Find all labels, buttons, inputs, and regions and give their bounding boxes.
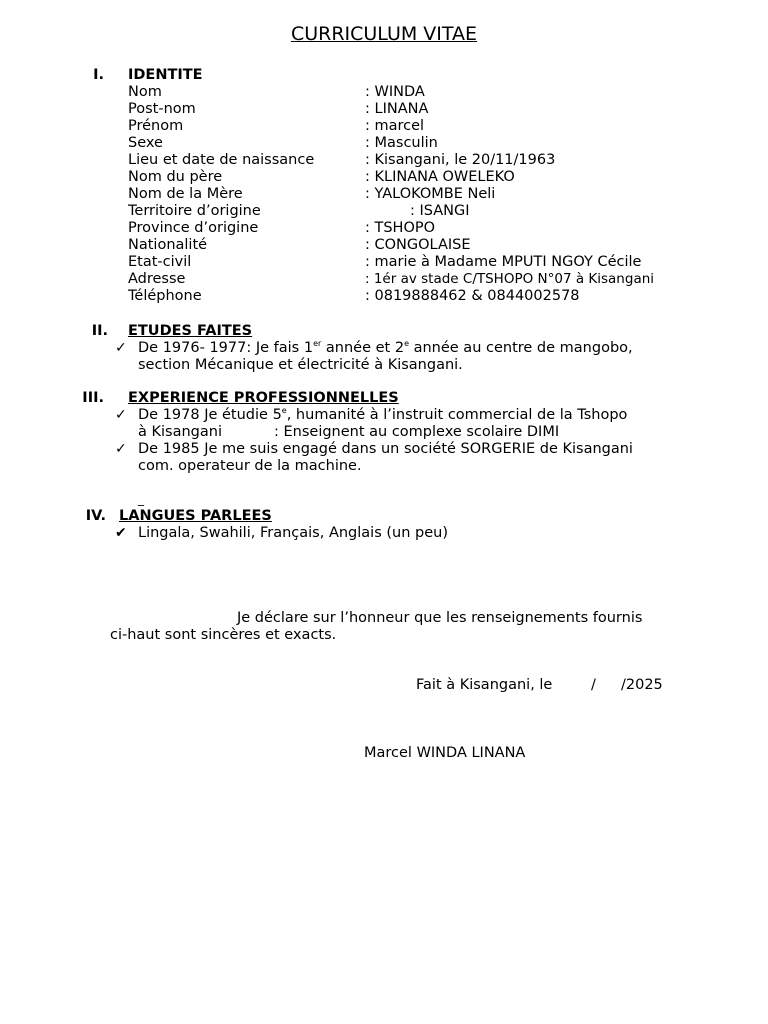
identity-label-naissance: Lieu et date de naissance	[128, 152, 315, 168]
identity-value-post-nom: : LINANA	[365, 101, 429, 117]
identity-label-pere: Nom du père	[128, 169, 223, 185]
identity-label-nom: Nom	[128, 84, 162, 100]
document-title: CURRICULUM VITAE	[290, 23, 478, 45]
identity-value-nationalite: : CONGOLAISE	[365, 237, 471, 253]
section-title-identite: IDENTITE	[128, 67, 203, 83]
declaration-line-2: ci-haut sont sincères et exacts.	[110, 627, 337, 643]
identity-label-etat-civil: Etat-civil	[128, 254, 192, 270]
section-title-etudes: ETUDES FAITES	[128, 323, 253, 339]
identity-value-province: : TSHOPO	[365, 220, 436, 236]
identity-label-prenom: Prénom	[128, 118, 184, 134]
fait-slash: /	[591, 677, 596, 693]
fait-year: /2025	[621, 677, 663, 693]
experience-1-line-2b: : Enseignent au complexe scolaire DIMI	[274, 424, 560, 440]
identity-label-nationalite: Nationalité	[128, 237, 208, 253]
identity-value-pere: : KLINANA OWELEKO	[365, 169, 515, 185]
section-title-langues: LANGUES PARLEES	[119, 508, 272, 524]
identity-value-adresse: : 1ér av stade C/TSHOPO N°07 à Kisangani	[365, 271, 655, 287]
identity-value-territoire: : ISANGI	[410, 203, 470, 219]
fait-place: Fait à Kisangani, le	[416, 677, 553, 693]
identity-value-prenom: : marcel	[365, 118, 425, 134]
identity-label-mere: Nom de la Mère	[128, 186, 243, 202]
identity-value-mere: : YALOKOMBE Neli	[365, 186, 496, 202]
identity-value-telephone: : 0819888462 & 0844002578	[365, 288, 580, 304]
identity-value-nom: : WINDA	[365, 84, 425, 100]
identity-label-province: Province d’origine	[128, 220, 259, 236]
declaration-line-1: Je déclare sur l’honneur que les renseignements fournis	[237, 610, 643, 626]
identity-value-naissance: : Kisangani, le 20/11/1963	[365, 152, 556, 168]
section-number-4: IV.	[85, 508, 106, 524]
check-icon: ✓	[115, 407, 127, 423]
section-number-3: III.	[82, 390, 104, 406]
etudes-line-2: section Mécanique et électricité à Kisangani.	[138, 357, 463, 373]
check-icon: ✓	[115, 340, 127, 356]
identity-value-etat-civil: : marie à Madame MPUTI NGOY Cécile	[365, 254, 642, 270]
identity-label-sexe: Sexe	[128, 135, 163, 151]
section-number-2: II.	[91, 323, 108, 339]
etudes-line-1: De 1976- 1977: Je fais 1er année et 2e année au centre de mangobo,	[138, 339, 633, 356]
check-bold-icon: ✔	[115, 525, 127, 541]
identity-label-territoire: Territoire d’origine	[128, 203, 261, 219]
experience-1-line-1: De 1978 Je étudie 5e, humanité à l’instruit commercial de la Tshopo	[138, 406, 628, 423]
stray-mark: _	[138, 492, 144, 506]
section-title-experience: EXPERIENCE PROFESSIONNELLES	[128, 390, 399, 406]
experience-2-line-2: com. operateur de la machine.	[138, 458, 362, 474]
check-icon: ✓	[115, 441, 127, 457]
identity-value-sexe: : Masculin	[365, 135, 438, 151]
identity-label-adresse: Adresse	[128, 271, 186, 287]
langues-text: Lingala, Swahili, Français, Anglais (un peu)	[138, 525, 448, 541]
signature-name: Marcel WINDA LINANA	[364, 745, 526, 761]
identity-label-telephone: Téléphone	[128, 288, 202, 304]
section-number-1: I.	[93, 67, 104, 83]
experience-2-line-1: De 1985 Je me suis engagé dans un société SORGERIE de Kisangani	[138, 441, 633, 457]
experience-1-line-2a: à Kisangani	[138, 424, 222, 440]
identity-label-post-nom: Post-nom	[128, 101, 196, 117]
